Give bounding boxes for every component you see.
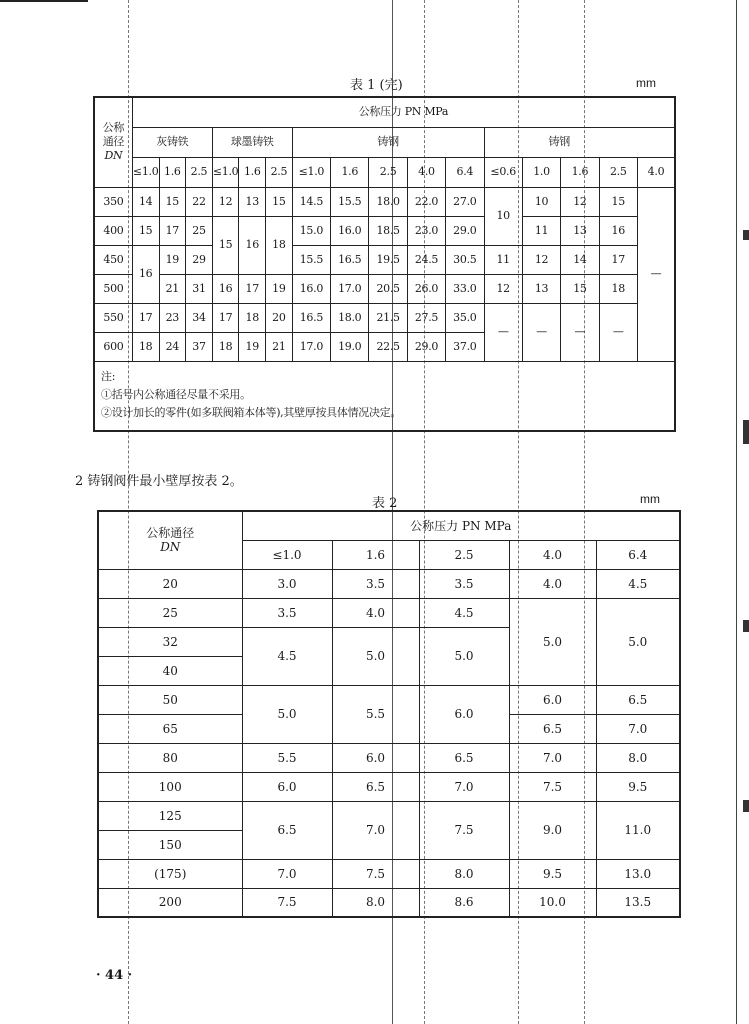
pressure-cell: ≤1.0	[292, 157, 330, 187]
pressure-cell: 1.6	[561, 157, 599, 187]
pressure-cell: ≤1.0	[132, 157, 159, 187]
table2-caption: 表 2	[372, 496, 398, 511]
table-row: 400 15 17 25 15 16 18 15.0 16.0 18.5 23.0 29.0 11 13 16	[94, 216, 675, 245]
edge-mark	[743, 800, 749, 812]
table-row: 125 6.5 7.0 7.5 9.0 11.0	[98, 801, 680, 830]
pressure-cell: 2.5	[369, 157, 407, 187]
table2	[97, 510, 681, 918]
group-ductile-iron: 球墨铸铁	[212, 127, 292, 157]
pressure-cell: 4.0	[509, 540, 596, 569]
dn-cell: 25	[98, 598, 242, 627]
top-rule	[0, 0, 88, 2]
table1-notes	[94, 361, 675, 431]
dn-cell: 600	[94, 332, 132, 361]
pressure-cell: 4.0	[407, 157, 445, 187]
table-row: 200 7.5 8.0 8.6 10.0 13.5	[98, 888, 680, 917]
table-row: 600 18 24 37 18 19 21 17.0 19.0 22.5 29.0 37.0	[94, 332, 675, 361]
table2-unit: mm	[640, 492, 660, 506]
dn-cell: 65	[98, 714, 242, 743]
pressure-cell: 1.6	[331, 157, 369, 187]
table-row: 25 3.5 4.0 4.5 5.0 5.0	[98, 598, 680, 627]
table1-unit: mm	[636, 76, 656, 90]
edge-mark	[743, 620, 749, 632]
pressure-cell: 2.5	[266, 157, 293, 187]
note-2: ②设计加长的零件(如多联阀箱本体等),其壁厚按具体情况决定。	[101, 405, 402, 419]
group-cast-steel-a: 铸钢	[292, 127, 484, 157]
notes-title: 注:	[101, 369, 116, 383]
pressure-cell: 2.5	[419, 540, 509, 569]
dn-cell: (175)	[98, 859, 242, 888]
dn-cell: 150	[98, 830, 242, 859]
table-row: (175) 7.0 7.5 8.0 9.5 13.0	[98, 859, 680, 888]
pressure-cell: 1.0	[522, 157, 560, 187]
table-row: 80 5.5 6.0 6.5 7.0 8.0	[98, 743, 680, 772]
group-gray-iron: 灰铸铁	[132, 127, 212, 157]
dn-cell: 40	[98, 656, 242, 685]
pn-header: 公称压力 PN MPa	[132, 97, 675, 127]
table-row: 550 17 23 34 17 18 20 16.5 18.0 21.5 27.5 35.0 — — — —	[94, 303, 675, 332]
table-row: 32 4.5 5.0 5.0	[98, 627, 680, 656]
dn-cell: 100	[98, 772, 242, 801]
dn-cell: 350	[94, 187, 132, 216]
edge-mark	[743, 420, 749, 444]
dn-cell: 450	[94, 245, 132, 274]
dn-cell: 32	[98, 627, 242, 656]
dn-cell: 80	[98, 743, 242, 772]
pressure-cell: 1.6	[332, 540, 419, 569]
note-1: ①括号内公称通径尽量不采用。	[101, 387, 251, 401]
pressure-cell: 2.5	[186, 157, 213, 187]
dn-header: 公称 通径 DN	[94, 97, 132, 187]
dn-cell: 200	[98, 888, 242, 917]
scan-line	[736, 0, 737, 1024]
pressure-cell: 4.0	[637, 157, 675, 187]
dn-header: 公称通径 DN	[98, 511, 242, 569]
dn-cell: 400	[94, 216, 132, 245]
pressure-cell: ≤0.6	[484, 157, 522, 187]
group-cast-steel-b: 铸钢	[484, 127, 675, 157]
dn-cell: 500	[94, 274, 132, 303]
pressure-cell: 6.4	[596, 540, 680, 569]
page-number: · 44 ·	[96, 968, 133, 983]
table-row: 500 21 31 16 17 19 16.0 17.0 20.5 26.0 33.0 12 13 15 18	[94, 274, 675, 303]
pressure-cell: ≤1.0	[212, 157, 239, 187]
table-row: 65 6.5 7.0	[98, 714, 680, 743]
pn-header: 公称压力 PN MPa	[242, 511, 680, 540]
section-heading: 2 铸钢阀件最小壁厚按表 2。	[75, 474, 243, 489]
table1	[93, 96, 676, 432]
table-row: 450 16 19 29 15.5 16.5 19.5 24.5 30.5 11 12 14 17	[94, 245, 675, 274]
dn-cell: 550	[94, 303, 132, 332]
edge-mark	[743, 230, 749, 240]
pressure-cell: 2.5	[599, 157, 637, 187]
table-row: 100 6.0 6.5 7.0 7.5 9.5	[98, 772, 680, 801]
dn-cell: 125	[98, 801, 242, 830]
pressure-cell: 1.6	[239, 157, 266, 187]
dn-cell: 20	[98, 569, 242, 598]
table-row: 20 3.0 3.5 3.5 4.0 4.5	[98, 569, 680, 598]
pressure-cell: 1.6	[159, 157, 186, 187]
pressure-cell: 6.4	[446, 157, 484, 187]
pressure-cell: ≤1.0	[242, 540, 332, 569]
table-row: 350 14 15 22 12 13 15 14.5 15.5 18.0 22.0 27.0 10 10 12 15 —	[94, 187, 675, 216]
dn-cell: 50	[98, 685, 242, 714]
table-row: 50 5.0 5.5 6.0 6.0 6.5	[98, 685, 680, 714]
table1-caption: 表 1 (完)	[350, 78, 403, 93]
